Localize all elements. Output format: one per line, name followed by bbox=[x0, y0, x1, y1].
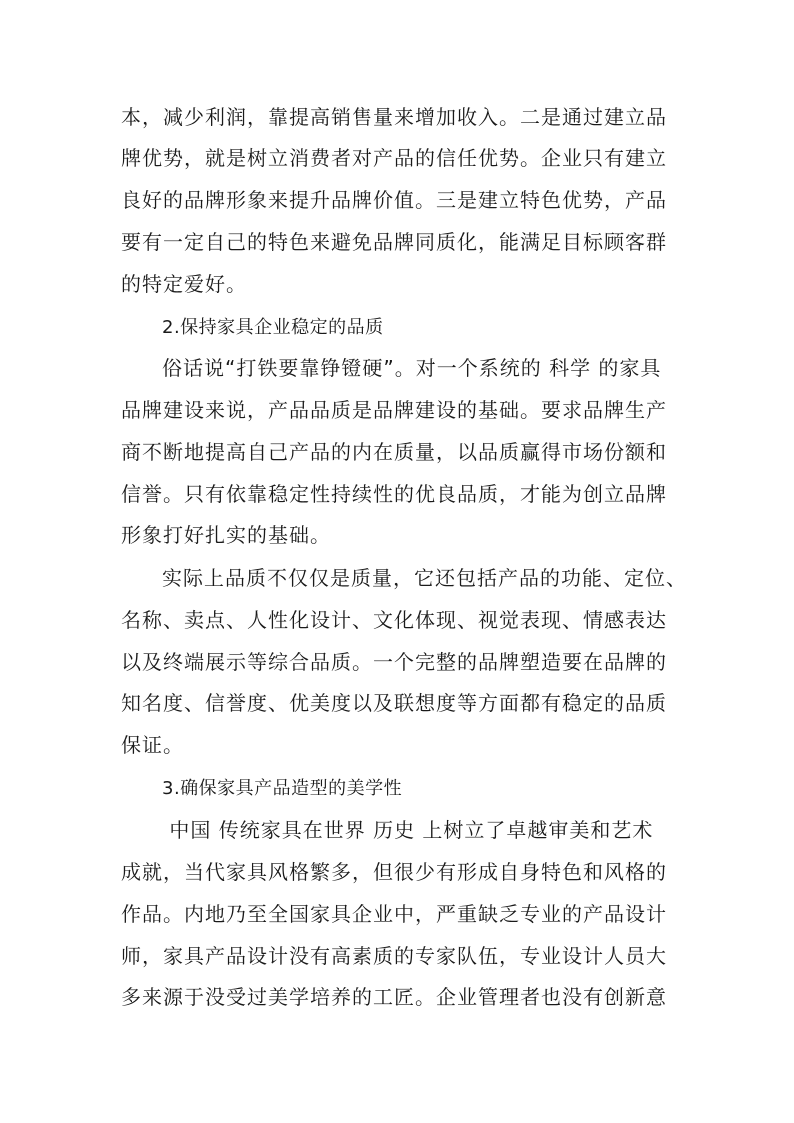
paragraph-line: 作品。内地乃至全国家具企业中，严重缺乏专业的产品设计 bbox=[121, 902, 667, 926]
section-heading: 3.确保家具产品造型的美学性 bbox=[162, 778, 403, 799]
paragraph-line: 要有一定自己的特色来避免品牌同质化，能满足目标顾客群 bbox=[121, 230, 667, 254]
paragraph-line: 牌优势，就是树立消费者对产品的信任优势。企业只有建立 bbox=[121, 146, 667, 170]
paragraph-line: 成就，当代家具风格繁多，但很少有形成自身特色和风格的 bbox=[121, 860, 667, 884]
paragraph-line: 以及终端展示等综合品质。一个完整的品牌塑造要在品牌的 bbox=[121, 650, 667, 674]
paragraph-line: 多来源于没受过美学培养的工匠。企业管理者也没有创新意 bbox=[121, 985, 667, 1009]
paragraph-line: 实际上品质不仅仅是质量，它还包括产品的功能、定位、 bbox=[162, 566, 687, 590]
paragraph-line: 知名度、信誉度、优美度以及联想度等方面都有稳定的品质 bbox=[121, 691, 667, 715]
paragraph-line: 俗话说“打铁要靠铮镫硬”。对一个系统的 科学 的家具 bbox=[162, 356, 662, 380]
paragraph-line: 名称、卖点、人性化设计、文化体现、视觉表现、情感表达 bbox=[121, 608, 667, 632]
paragraph-line: 良好的品牌形象来提升品牌价值。三是建立特色优势，产品 bbox=[121, 188, 667, 212]
paragraph-line: 中国 传统家具在世界 历史 上树立了卓越审美和艺术 bbox=[162, 818, 654, 842]
paragraph-line: 形象打好扎实的基础。 bbox=[121, 523, 331, 547]
paragraph-line: 师，家具产品设计没有高素质的专家队伍，专业设计人员大 bbox=[121, 944, 667, 968]
section-heading: 2.保持家具企业稳定的品质 bbox=[162, 317, 384, 338]
paragraph-line: 保证。 bbox=[121, 733, 184, 757]
paragraph-line: 本，减少利润，靠提高销售量来增加收入。二是通过建立品 bbox=[121, 105, 667, 129]
paragraph-line: 商不断地提高自己产品的内在质量，以品质赢得市场份额和 bbox=[121, 440, 667, 464]
paragraph-line: 品牌建设来说，产品品质是品牌建设的基础。要求品牌生产 bbox=[121, 398, 667, 422]
paragraph-line: 信誉。只有依靠稳定性持续性的优良品质，才能为创立品牌 bbox=[121, 482, 667, 506]
paragraph-line: 的特定爱好。 bbox=[121, 272, 247, 296]
